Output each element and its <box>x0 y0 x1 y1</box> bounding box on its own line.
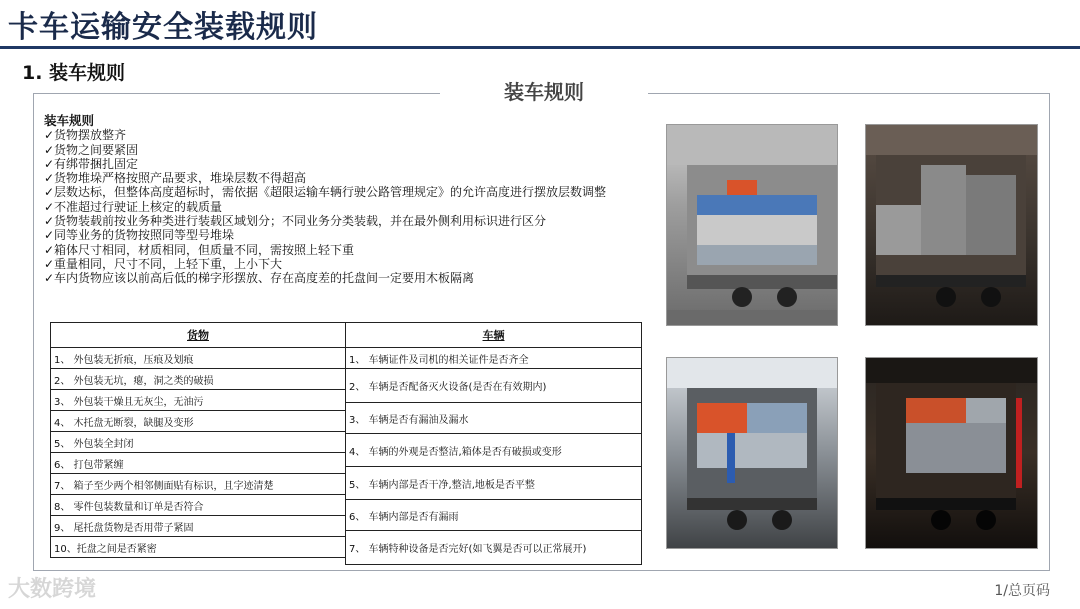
rule-item: ✓货物堆垛严格按照产品要求，堆垛层数不得超高 <box>44 171 307 186</box>
goods-checklist-table <box>50 322 346 558</box>
rule-item: ✓有绑带捆扎固定 <box>44 156 139 171</box>
table-row: 4、 木托盘无断裂，缺腿及变形 <box>51 411 346 432</box>
table-row: 7、 车辆特种设备是否完好(如飞翼是否可以正常展开) <box>346 531 642 565</box>
page-number: 1/总页码 <box>994 583 1050 599</box>
truck-loading-photo <box>865 124 1038 326</box>
rule-item: ✓车内货物应该以前高后低的梯字形摆放、存在高度差的托盘间一定要用木板隔离 <box>44 271 475 286</box>
rule-item: ✓箱体尺寸相同，材质相同，但质量不同，需按照上轻下重 <box>44 242 355 257</box>
table-row: 2、 外包装无坑，瘪，洞之类的破损 <box>51 369 346 390</box>
goods-table-header: 货物 <box>51 323 346 348</box>
rule-item: ✓不准超过行驶证上核定的载质量 <box>44 199 223 214</box>
table-row: 5、 车辆内部是否干净,整洁,地板是否平整 <box>346 467 642 500</box>
truck-loading-photo <box>666 357 838 549</box>
panel-title: 装车规则 <box>440 78 648 106</box>
table-row: 1、 外包装无折痕，压痕及划痕 <box>51 348 346 369</box>
truck-loading-photo <box>666 124 838 326</box>
table-row: 7、 箱子至少两个相邻侧面贴有标识，且字迹清楚 <box>51 474 346 495</box>
table-row: 9、 尾托盘货物是否用带子紧固 <box>51 516 346 537</box>
rule-item: ✓货物摆放整齐 <box>44 128 127 143</box>
table-row: 5、 外包装全封闭 <box>51 432 346 453</box>
vehicle-checklist-table <box>345 322 642 565</box>
table-row: 6、 车辆内部是否有漏雨 <box>346 500 642 531</box>
rules-heading: 装车规则 <box>44 113 95 128</box>
table-row: 1、 车辆证件及司机的相关证件是否齐全 <box>346 348 642 369</box>
rule-item: ✓货物装载前按业务种类进行装载区域划分；不同业务分类装载，并在最外侧利用标识进行区分 <box>44 214 547 229</box>
table-row: 3、 外包装干燥且无灰尘，无油污 <box>51 390 346 411</box>
rule-item: ✓货物之间要紧固 <box>44 142 139 157</box>
rule-item: ✓重量相同，尺寸不同，上轻下重，上小下大 <box>44 256 283 271</box>
table-row: 8、 零件包装数量和订单是否符合 <box>51 495 346 516</box>
vehicle-table-header: 车辆 <box>346 323 642 348</box>
rule-item: ✓同等业务的货物按照同等型号堆垛 <box>44 228 235 243</box>
rules-list <box>44 114 664 286</box>
title-divider <box>0 46 1080 49</box>
page-title: 卡车运输安全装载规则 <box>8 10 318 45</box>
table-row: 2、 车辆是否配备灭火设备(是否在有效期内) <box>346 369 642 403</box>
table-row: 4、 车辆的外观是否整洁,箱体是否有破损或变形 <box>346 434 642 467</box>
table-row: 3、 车辆是否有漏油及漏水 <box>346 403 642 434</box>
table-row: 10、托盘之间是否紧密 <box>51 537 346 558</box>
rule-item: ✓层数达标，但整体高度超标时，需依据《超限运输车辆行驶公路管理规定》的允许高度进行摆放层数调整 <box>44 185 607 200</box>
table-row: 6、 打包带紧缠 <box>51 453 346 474</box>
watermark-logo: 大数跨境 <box>8 577 97 602</box>
truck-loading-photo <box>865 357 1038 549</box>
section-heading: 1. 装车规则 <box>22 62 126 84</box>
